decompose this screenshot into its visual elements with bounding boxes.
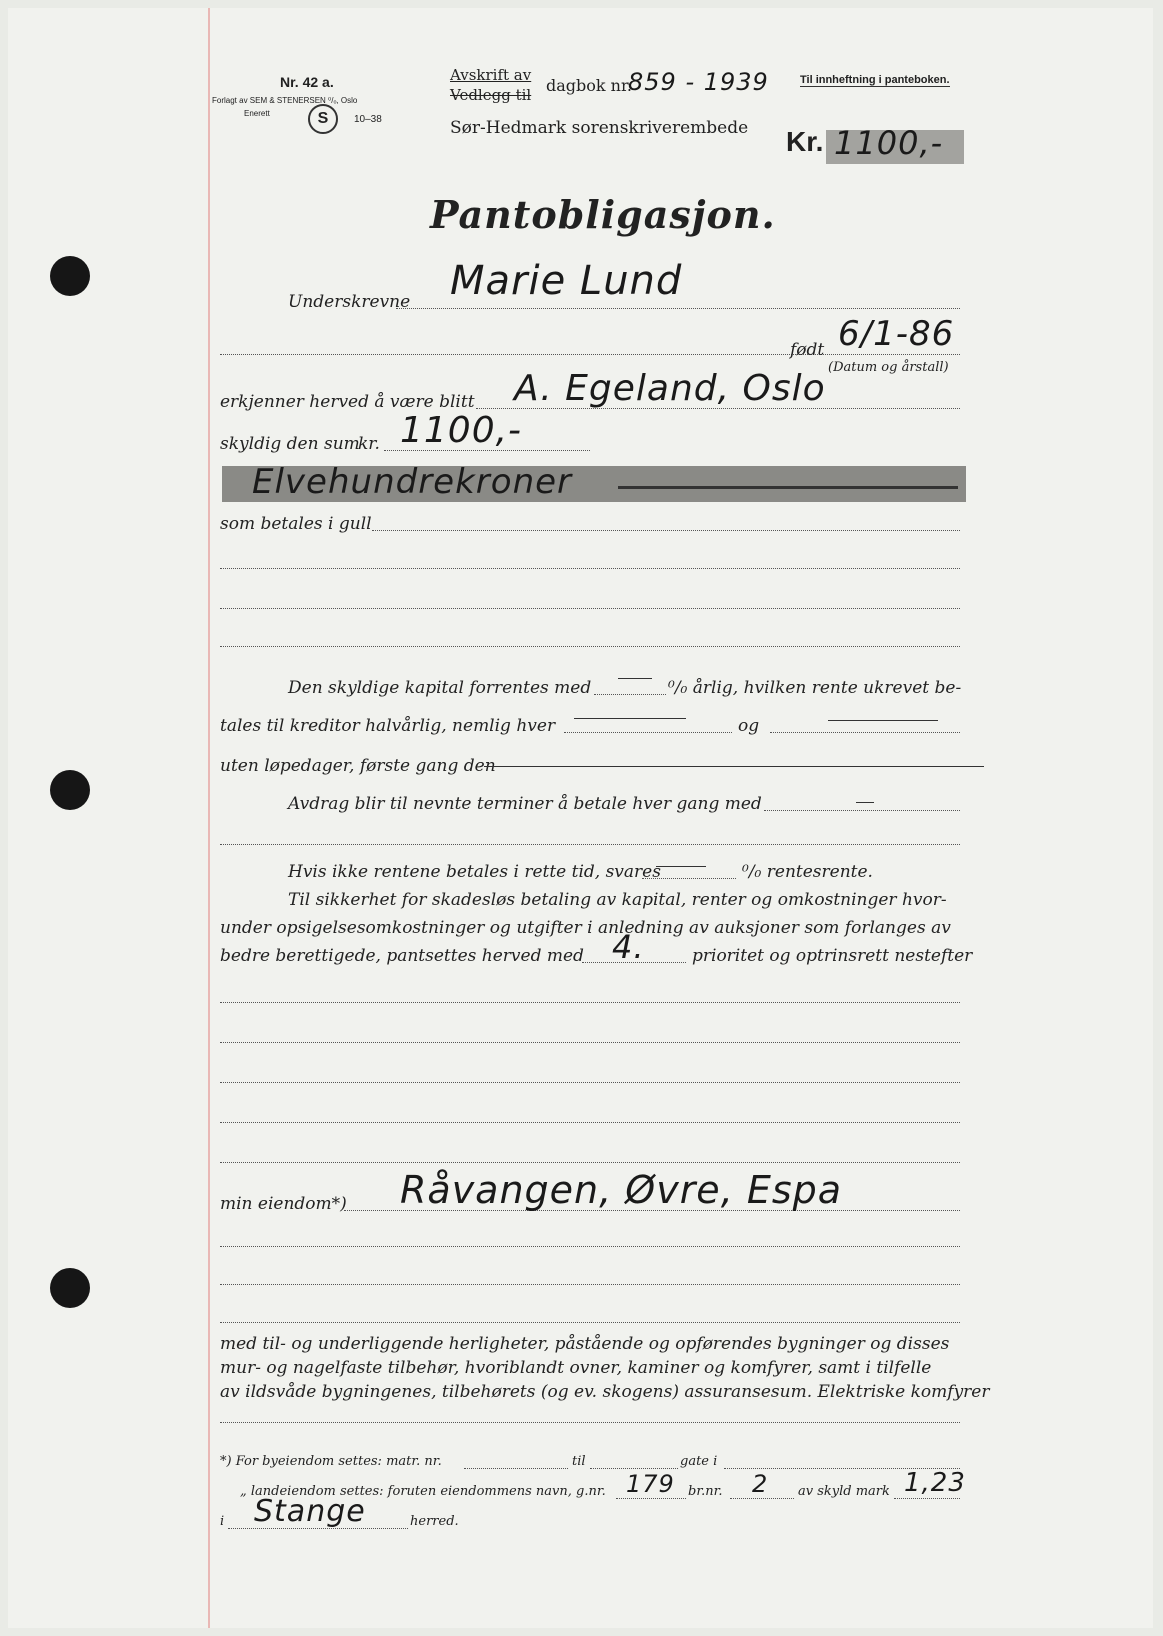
interest-line2b: og (738, 716, 760, 736)
interest-line2a: tales til kreditor halvårlig, nemlig hver (220, 716, 556, 736)
fill-line (220, 646, 960, 647)
document-page (8, 8, 1153, 1628)
fill-line (594, 694, 666, 695)
gull-label: som betales i gull (220, 514, 372, 534)
fill-line (372, 530, 960, 531)
footnote-line3b: herred. (410, 1514, 459, 1529)
fill-line (220, 844, 960, 845)
fill-line (590, 1468, 678, 1469)
erkjenner-label: erkjenner herved å være blitt (220, 392, 475, 412)
closing-line3: av ildsvåde bygningenes, tilbehørets (og ev. skogens) assuransesum. Elektriske komfyrer (220, 1382, 990, 1402)
fill-line (220, 1322, 960, 1323)
fill-line (764, 810, 960, 811)
fill-line (642, 878, 736, 879)
kr-small-label: kr. (358, 434, 380, 454)
fill-line (220, 354, 960, 355)
erkjenner-value: A. Egeland, Oslo (514, 368, 826, 409)
interest-line1b: ⁰/₀ årlig, hvilken rente ukrevet be- (668, 678, 962, 698)
datum-hint: (Datum og årstall) (828, 360, 949, 375)
herred-value: Stange (254, 1494, 366, 1529)
brnr-value: 2 (752, 1470, 769, 1498)
fill-line (730, 1498, 794, 1499)
underskrevne-label: Underskrevne (288, 292, 411, 312)
amount-words: Elvehundrekroner (252, 462, 573, 502)
interest-line1a: Den skyldige kapital forrentes med (288, 678, 592, 698)
vedlegg-label: Vedlegg til (450, 86, 532, 104)
avskrift-label: Avskrift av (450, 66, 532, 84)
dagbok-label: dagbok nr. (546, 76, 632, 95)
dash-mark (856, 802, 874, 803)
prioritet-value: 4. (612, 928, 645, 966)
fill-line (220, 1042, 960, 1043)
fill-line (220, 608, 960, 609)
footnote-line2a: „ landeiendom settes: foruten eiendommens navn, g.nr. (240, 1484, 606, 1499)
dash-mark (484, 766, 984, 767)
fill-line (220, 1246, 960, 1247)
punch-hole (50, 770, 90, 810)
fill-line (464, 1468, 568, 1469)
kr-label: Kr. (786, 126, 824, 157)
interest-line5a: Hvis ikke rentene betales i rette tid, svares (288, 862, 661, 882)
skyldig-label: skyldig den sum (220, 434, 360, 454)
form-number: Nr. 42 a. (280, 74, 334, 90)
fill-line (396, 308, 960, 309)
fill-line (220, 1122, 960, 1123)
dagbok-number: 859 - 1939 (628, 68, 769, 96)
interest-line4: Avdrag blir til nevnte terminer å betale hver gang med (288, 794, 762, 814)
fill-line (220, 1002, 960, 1003)
fill-line (616, 1498, 686, 1499)
property-value: Råvangen, Øvre, Espa (400, 1168, 843, 1212)
footnote-line2b: br.nr. (688, 1484, 723, 1499)
security-line1: Til sikkerhet for skadesløs betaling av kapital, renter og omkostninger hvor- (288, 890, 947, 910)
fill-line (220, 1284, 960, 1285)
footnote-line3a: i (220, 1514, 225, 1529)
fill-line (220, 1422, 960, 1423)
fill-line (220, 1082, 960, 1083)
fill-line (770, 732, 960, 733)
innheftning-label: Til innheftning i panteboken. (800, 74, 950, 86)
fill-line (220, 1162, 960, 1163)
fodt-value: 6/1-86 (838, 314, 955, 354)
print-code: 10–38 (354, 114, 382, 125)
publisher: Forlagt av SEM & STENERSEN ⁰/ₒ, Oslo (212, 96, 358, 105)
margin-rule (208, 8, 210, 1628)
fill-line (894, 1498, 960, 1499)
skyldig-value: 1100,- (400, 410, 523, 451)
fill-line (220, 568, 960, 569)
punch-hole (50, 1268, 90, 1308)
footnote-line1c: gate i (680, 1454, 718, 1469)
security-line2: under opsigelsesomkostninger og utgifter i anledning av auksjoner som forlanges av (220, 918, 951, 938)
publisher-logo: S (308, 104, 338, 134)
dash-mark (618, 678, 652, 679)
office-name: Sør-Hedmark sorenskriverembede (450, 118, 749, 138)
footnote-line1b: til (572, 1454, 586, 1469)
kr-amount: 1100,- (834, 124, 944, 162)
interest-line5b: ⁰/₀ rentesrente. (742, 862, 873, 882)
dash-mark (828, 720, 938, 721)
gnr-value: 179 (626, 1470, 675, 1498)
footnote-line1a: *) For byeiendom settes: matr. nr. (220, 1454, 442, 1469)
rights: Enerett (244, 109, 270, 118)
fodt-label: født (790, 340, 825, 360)
footnote-line2c: av skyld mark (798, 1484, 890, 1499)
dash-mark (574, 718, 686, 719)
underskrevne-value: Marie Lund (450, 258, 683, 304)
interest-line3: uten løpedager, første gang den (220, 756, 496, 776)
fill-line (564, 732, 732, 733)
punch-hole (50, 256, 90, 296)
words-stroke (618, 486, 958, 489)
dash-mark (656, 866, 706, 867)
security-line3a: bedre berettigede, pantsettes herved med (220, 946, 584, 966)
closing-line1: med til- og underliggende herligheter, påstående og opførendes bygninger og disses (220, 1334, 950, 1354)
document-title: Pantobligasjon. (430, 192, 776, 237)
closing-line2: mur- og nagelfaste tilbehør, hvoriblandt ovner, kaminer og komfyrer, samt i tilfelle (220, 1358, 932, 1378)
property-label: min eiendom*) (220, 1194, 347, 1214)
skyld-value: 1,23 (904, 1468, 966, 1498)
security-line3b: prioritet og optrinsrett nestefter (692, 946, 973, 966)
